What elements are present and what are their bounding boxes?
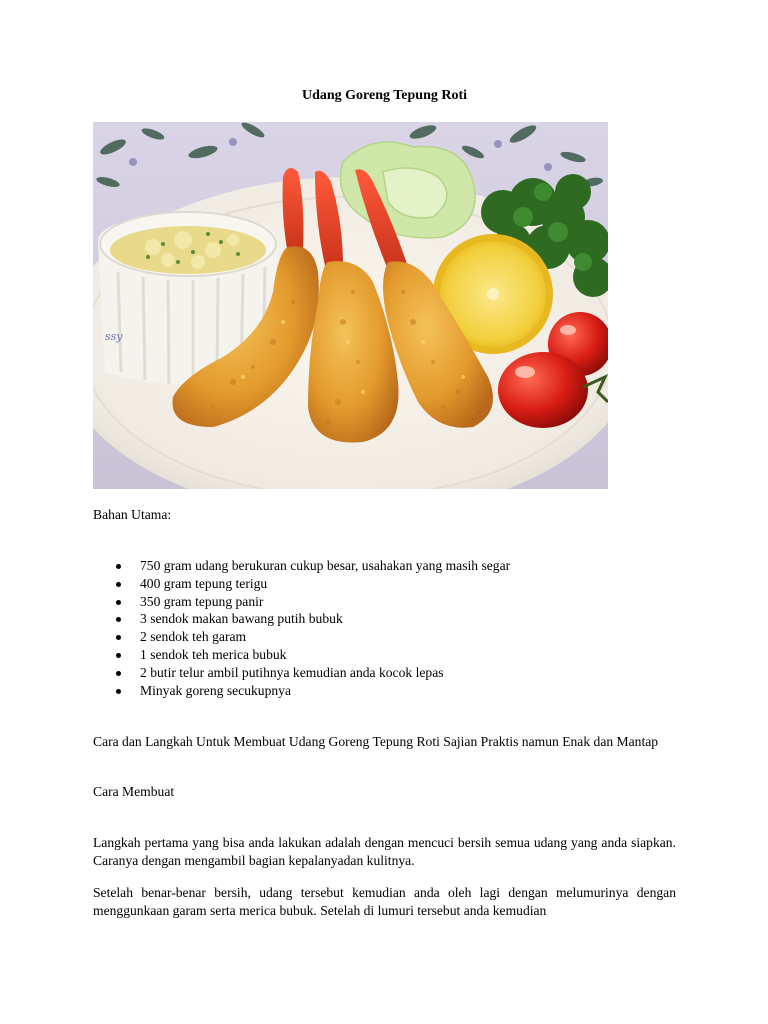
step-paragraph-2: Setelah benar-benar bersih, udang tersebut kemudian anda oleh lagi dengan melumurinya dengan menggunkaan garam serta merica bubuk. Setelah di lumuri tersebut anda kemudian (93, 885, 676, 918)
list-item: 1 sendok teh merica bubuk (93, 646, 676, 664)
bullet-icon (116, 671, 121, 676)
bullet-icon (116, 653, 121, 658)
step-paragraph-1: Langkah pertama yang bisa anda lakukan adalah dengan mencuci bersih semua udang yang anda siapkan. Caranya dengan mengambil bagian kepalanyadan kulitnya. (93, 835, 676, 868)
bullet-icon (116, 600, 121, 605)
method-subheading: Cara Membuat (93, 784, 175, 799)
list-item: 2 butir telur ambil putihnya kemudian anda kocok lepas (93, 664, 676, 682)
list-item: 3 sendok makan bawang putih bubuk (93, 610, 676, 628)
bullet-icon (116, 689, 121, 694)
bullet-icon (116, 564, 121, 569)
list-item: 350 gram tepung panir (93, 593, 676, 611)
fried-shrimp-photo (93, 122, 608, 489)
bullet-icon (116, 582, 121, 587)
list-item: 2 sendok teh garam (93, 628, 676, 646)
ingredients-list (93, 557, 676, 699)
list-item: 400 gram tepung terigu (93, 575, 676, 593)
ingredients-heading: Bahan Utama: (93, 507, 172, 522)
svg-text:ssy: ssy (105, 330, 123, 343)
bullet-icon (116, 617, 121, 622)
method-heading: Cara dan Langkah Untuk Membuat Udang Goreng Tepung Roti Sajian Praktis namun Enak dan Mantap (93, 734, 659, 749)
list-item: 750 gram udang berukuran cukup besar, usahakan yang masih segar (93, 557, 676, 575)
list-item: Minyak goreng secukupnya (93, 682, 676, 700)
bullet-icon (116, 635, 121, 640)
page-title: Udang Goreng Tepung Roti (301, 88, 468, 103)
